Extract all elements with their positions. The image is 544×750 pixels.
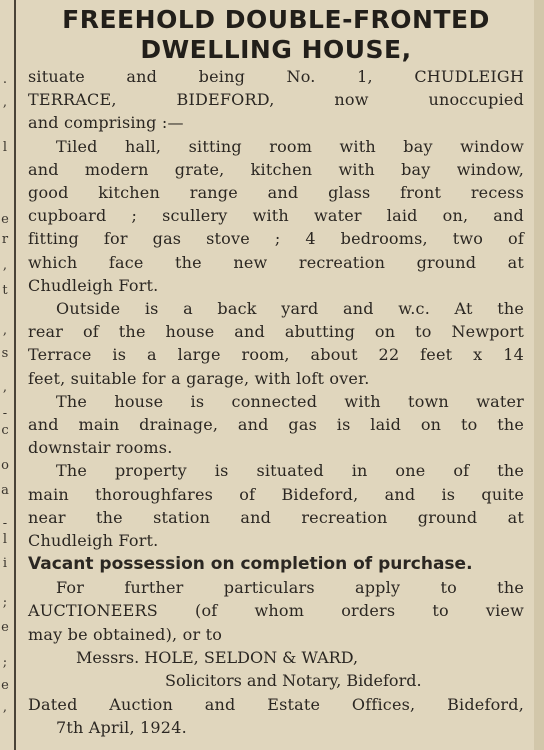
margin-fragment: - xyxy=(2,516,8,531)
intro-paragraph xyxy=(28,65,524,135)
text-line: Tiled hall, sitting room with bay window xyxy=(56,136,524,156)
margin-fragment: e xyxy=(1,620,9,635)
text-line: The house is connected with town water xyxy=(56,391,524,411)
text-line: rear of the house and abutting on to Newport xyxy=(28,322,524,342)
margin-fragment: , xyxy=(2,258,8,273)
margin-fragment: e xyxy=(1,212,9,227)
margin-fragment: , xyxy=(2,95,8,110)
margin-fragment: . xyxy=(2,72,8,87)
text-line: Terrace is a large room, about 22 feet x 14 xyxy=(28,345,524,365)
adjacent-column-edge xyxy=(534,0,544,750)
text-line: good kitchen range and glass front recess xyxy=(28,183,524,203)
text-line: cupboard ; scullery with water laid on, and xyxy=(28,206,524,226)
text-line: feet, suitable for a garage, with loft over. xyxy=(28,368,370,388)
headline-line-1: FREEHOLD DOUBLE-FRONTED xyxy=(62,5,490,34)
text-line: and comprising :— xyxy=(28,113,184,133)
margin-fragment: c xyxy=(1,423,9,438)
margin-fragment: r xyxy=(1,232,9,247)
vacant-possession-notice: Vacant possession on completion of purchase. xyxy=(28,554,473,575)
text-line: and modern grate, kitchen with bay window, xyxy=(28,159,524,179)
margin-fragment: - xyxy=(2,406,8,421)
column-rule xyxy=(14,0,16,750)
particulars-paragraph xyxy=(28,576,524,646)
advertisement xyxy=(28,5,524,739)
rooms-paragraph xyxy=(28,135,524,297)
text-line: downstair rooms. xyxy=(28,438,173,458)
margin-fragment: ; xyxy=(2,655,8,670)
services-paragraph xyxy=(28,390,524,460)
solicitors-name: Messrs. HOLE, SELDON & WARD, xyxy=(76,647,359,667)
location-paragraph xyxy=(28,459,524,552)
text-line: Outside is a back yard and w.c. At the xyxy=(56,299,524,319)
text-line: TERRACE, BIDEFORD, now unoccupied xyxy=(28,90,524,110)
text-line: near the station and recreation ground at xyxy=(28,507,524,527)
margin-fragment: t xyxy=(2,283,8,298)
solicitors-title: Solicitors and Notary, Bideford. xyxy=(165,671,422,691)
text-line: which face the new recreation ground at xyxy=(28,252,524,272)
margin-fragment: ; xyxy=(2,595,8,610)
text-line: Chudleigh Fort. xyxy=(28,275,159,295)
date-text: 7th April, 1924. xyxy=(56,718,187,738)
text-line: For further particulars apply to the xyxy=(56,578,524,598)
text-line: Chudleigh Fort. xyxy=(28,531,159,551)
text-line: main thoroughfares of Bideford, and is quite xyxy=(28,484,524,504)
text-line: may be obtained), or to xyxy=(28,624,223,644)
margin-fragment: a xyxy=(1,483,9,498)
margin-fragment: o xyxy=(1,458,9,473)
dated-line xyxy=(28,693,524,739)
text-line: The property is situated in one of the xyxy=(56,461,524,481)
headline-line-2: DWELLING HOUSE, xyxy=(140,35,412,64)
text-line: Dated Auction and Estate Offices, Bideford, xyxy=(28,694,524,714)
text-line: situate and being No. 1, CHUDLEIGH xyxy=(28,67,524,86)
margin-fragment: i xyxy=(2,556,8,571)
margin-fragment: l xyxy=(2,140,8,155)
text-line: fitting for gas stove ; 4 bedrooms, two of xyxy=(28,229,524,249)
outside-paragraph xyxy=(28,297,524,390)
margin-fragment: , xyxy=(2,323,8,338)
margin-fragment: l xyxy=(2,532,8,547)
text-line: AUCTIONEERS (of whom orders to view xyxy=(28,601,524,621)
margin-fragment: , xyxy=(2,700,8,715)
margin-fragment: e xyxy=(1,678,9,693)
text-line: and main drainage, and gas is laid on to the xyxy=(28,415,524,435)
margin-fragment: s xyxy=(1,346,9,361)
margin-fragment: , xyxy=(2,380,8,395)
